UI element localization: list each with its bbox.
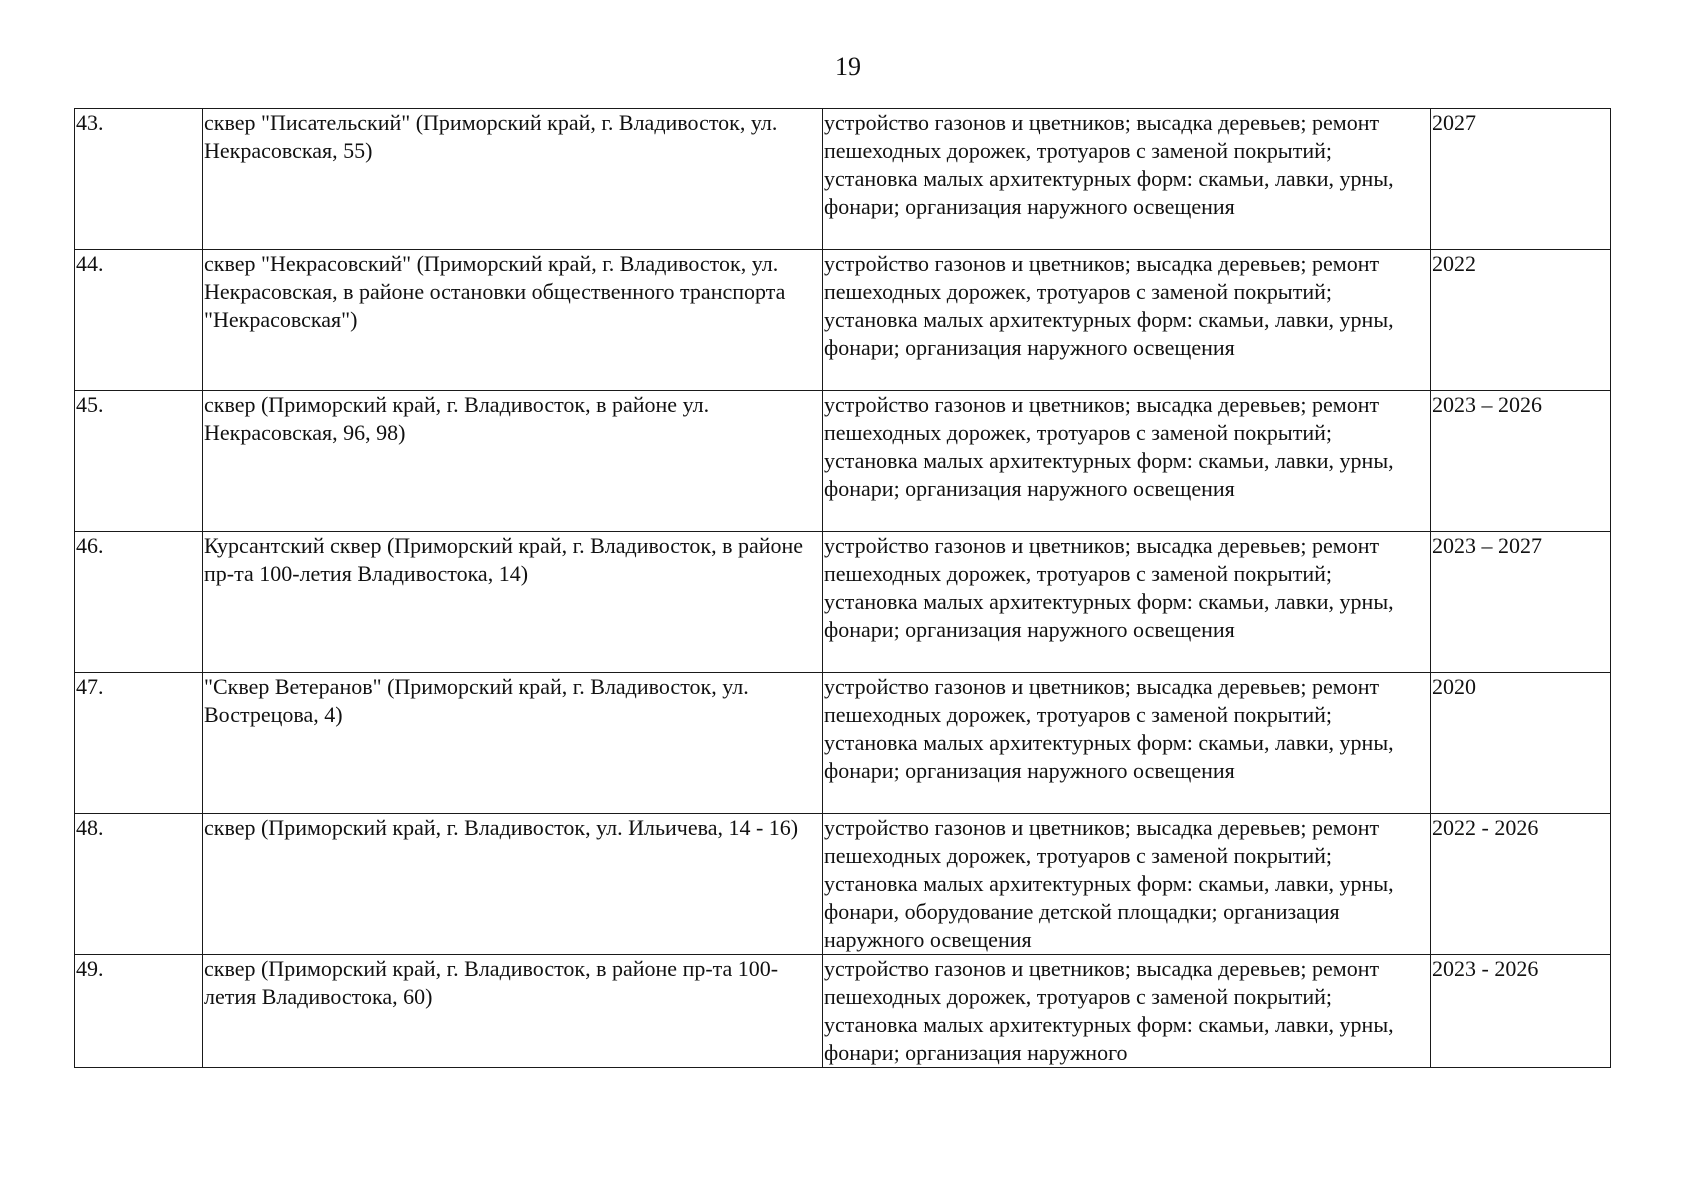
- object-name: сквер (Приморский край, г. Владивосток, ул. Ильичева, 14 - 16): [203, 814, 823, 955]
- works-description: устройство газонов и цветников; высадка деревьев; ремонт пешеходных дорожек, тротуаров с заменой покрытий; установка малых архитектурных форм: скамьи, лавки, урны, фонари; организация наружного освещения: [823, 673, 1431, 814]
- table-row: [75, 532, 1611, 673]
- years: 2020: [1431, 673, 1611, 814]
- years: 2027: [1431, 109, 1611, 250]
- years: 2023 – 2027: [1431, 532, 1611, 673]
- row-number: 45.: [75, 391, 203, 532]
- object-name: сквер "Некрасовский" (Приморский край, г. Владивосток, ул. Некрасовская, в районе остановки общественного транспорта "Некрасовская"): [203, 250, 823, 391]
- row-number: 46.: [75, 532, 203, 673]
- objects-table: [74, 108, 1611, 1068]
- row-number: 44.: [75, 250, 203, 391]
- table-row: [75, 391, 1611, 532]
- object-name: сквер (Приморский край, г. Владивосток, в районе пр-та 100-летия Владивостока, 60): [203, 955, 823, 1068]
- row-number: 48.: [75, 814, 203, 955]
- table-row: [75, 109, 1611, 250]
- object-name: сквер "Писательский" (Приморский край, г. Владивосток, ул. Некрасовская, 55): [203, 109, 823, 250]
- table-row: [75, 250, 1611, 391]
- works-description: устройство газонов и цветников; высадка деревьев; ремонт пешеходных дорожек, тротуаров с заменой покрытий; установка малых архитектурных форм: скамьи, лавки, урны, фонари; организация наружного освещения: [823, 391, 1431, 532]
- object-name: "Сквер Ветеранов" (Приморский край, г. Владивосток, ул. Вострецова, 4): [203, 673, 823, 814]
- row-number: 43.: [75, 109, 203, 250]
- works-description: устройство газонов и цветников; высадка деревьев; ремонт пешеходных дорожек, тротуаров с заменой покрытий; установка малых архитектурных форм: скамьи, лавки, урны, фонари; организация наружного: [823, 955, 1431, 1068]
- years: 2022 - 2026: [1431, 814, 1611, 955]
- table-row: [75, 673, 1611, 814]
- works-description: устройство газонов и цветников; высадка деревьев; ремонт пешеходных дорожек, тротуаров с заменой покрытий; установка малых архитектурных форм: скамьи, лавки, урны, фонари, оборудование детской площадки; организация наружного освещения: [823, 814, 1431, 955]
- years: 2022: [1431, 250, 1611, 391]
- works-description: устройство газонов и цветников; высадка деревьев; ремонт пешеходных дорожек, тротуаров с заменой покрытий; установка малых архитектурных форм: скамьи, лавки, урны, фонари; организация наружного освещения: [823, 250, 1431, 391]
- works-description: устройство газонов и цветников; высадка деревьев; ремонт пешеходных дорожек, тротуаров с заменой покрытий; установка малых архитектурных форм: скамьи, лавки, урны, фонари; организация наружного освещения: [823, 109, 1431, 250]
- works-description: устройство газонов и цветников; высадка деревьев; ремонт пешеходных дорожек, тротуаров с заменой покрытий; установка малых архитектурных форм: скамьи, лавки, урны, фонари; организация наружного освещения: [823, 532, 1431, 673]
- table-row: [75, 814, 1611, 955]
- row-number: 47.: [75, 673, 203, 814]
- object-name: сквер (Приморский край, г. Владивосток, в районе ул. Некрасовская, 96, 98): [203, 391, 823, 532]
- object-name: Курсантский сквер (Приморский край, г. Владивосток, в районе пр-та 100-летия Владивостока, 14): [203, 532, 823, 673]
- years: 2023 – 2026: [1431, 391, 1611, 532]
- years: 2023 - 2026: [1431, 955, 1611, 1068]
- table-row: [75, 955, 1611, 1068]
- row-number: 49.: [75, 955, 203, 1068]
- page-number: 19: [835, 52, 861, 81]
